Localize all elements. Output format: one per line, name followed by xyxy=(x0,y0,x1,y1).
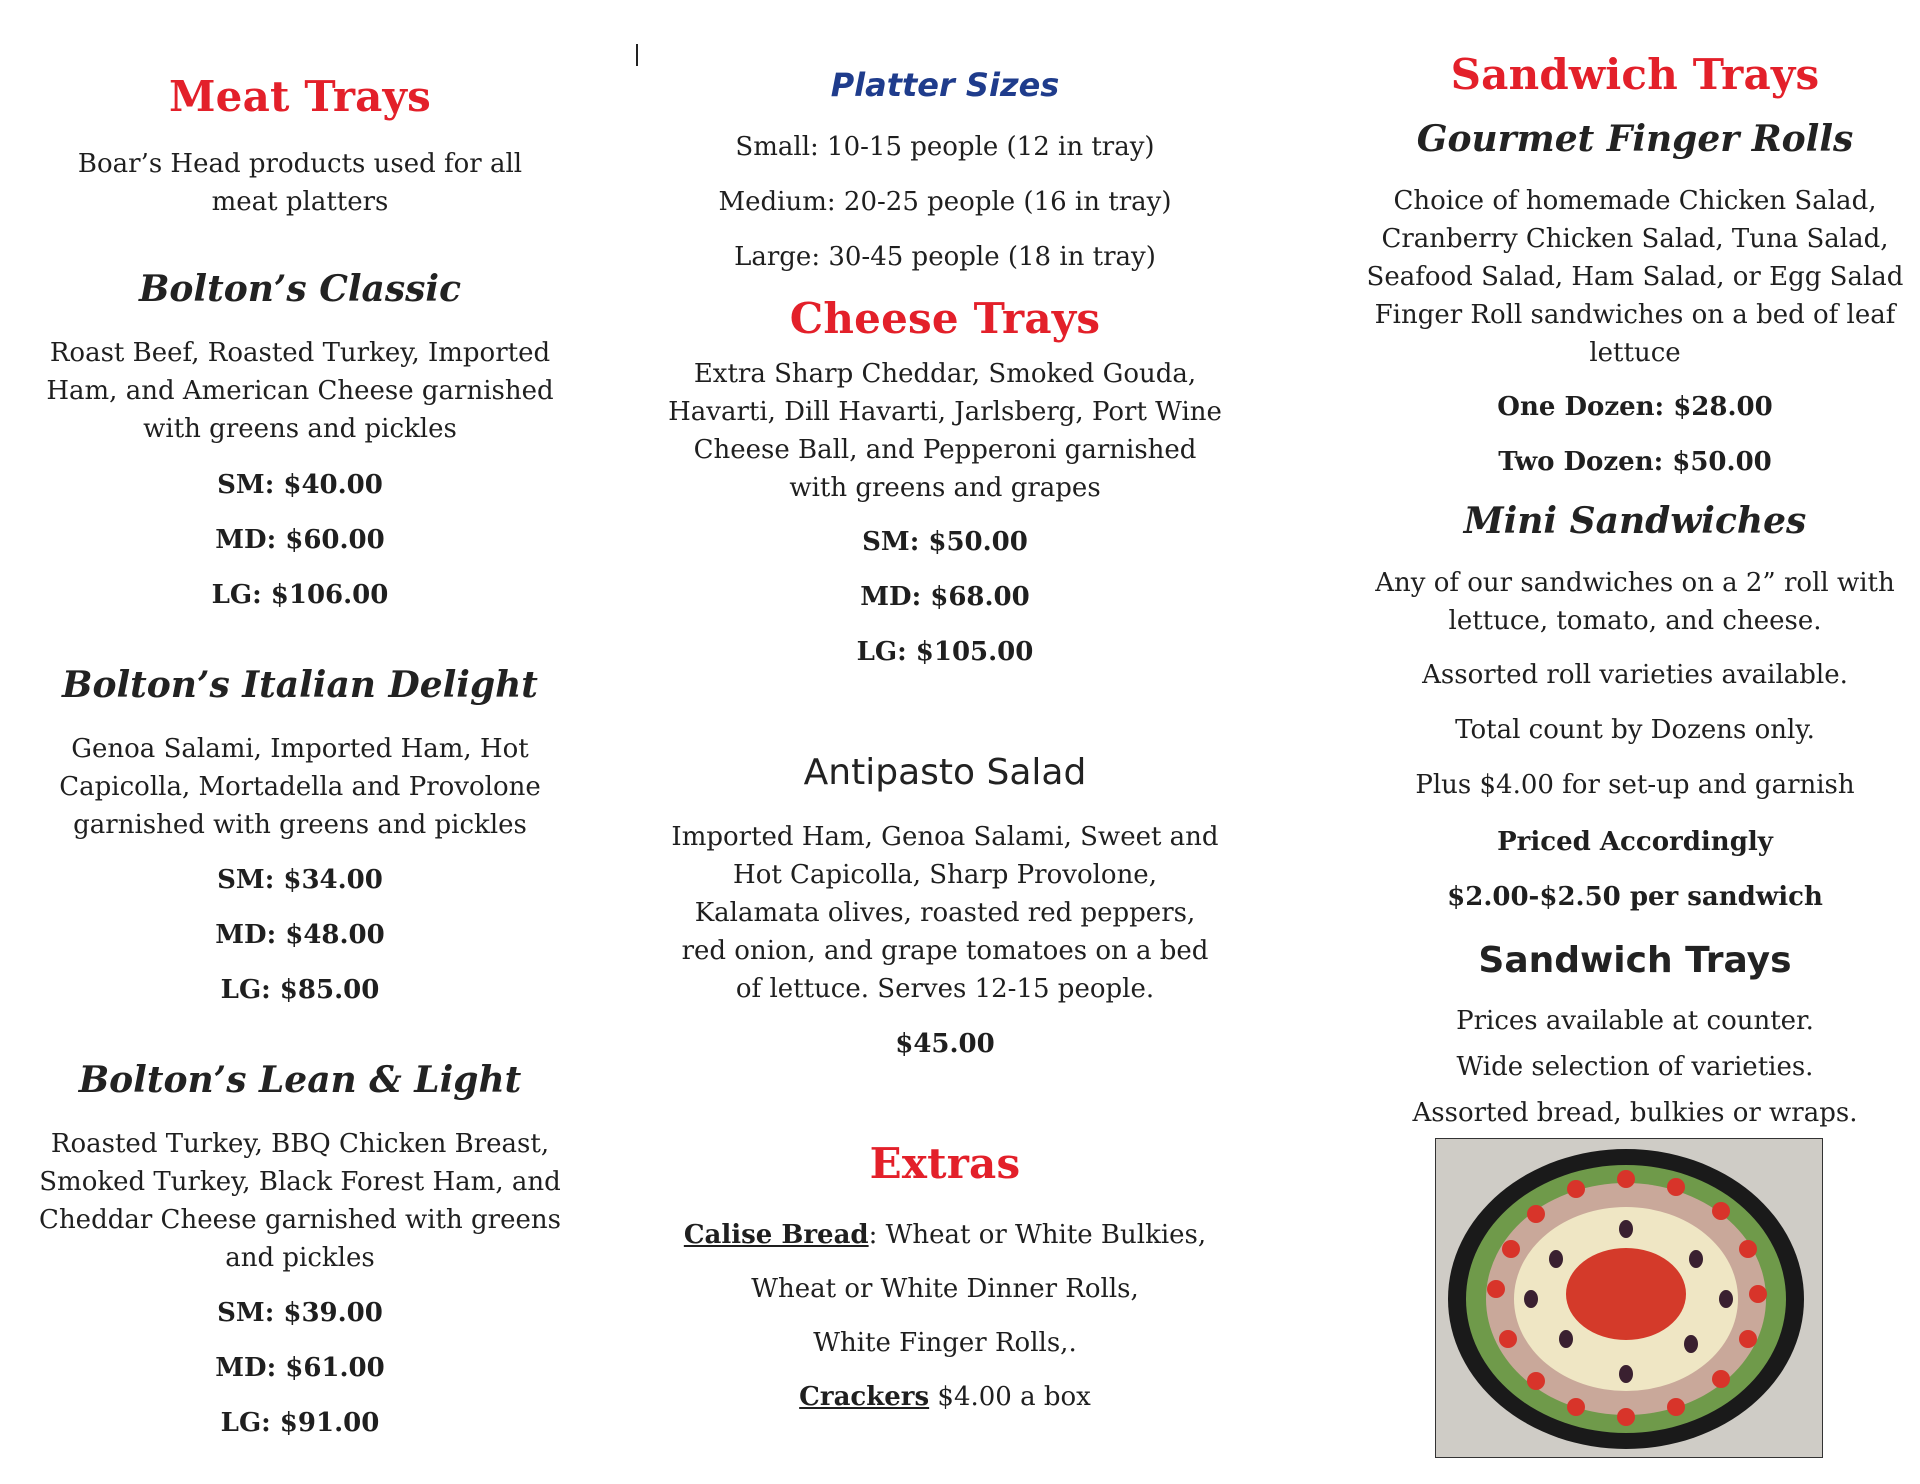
cheese-desc: Extra Sharp Cheddar, Smoked Gouda, Havarti, Dill Havarti, Jarlsberg, Port Wine Cheese Ball, and Pepperoni garnished with greens and grapes xyxy=(668,359,1222,503)
classic-prices: SM: $40.00 MD: $60.00 LG: $106.00 xyxy=(211,470,389,610)
italian-prices: SM: $34.00 MD: $48.00 LG: $85.00 xyxy=(215,865,385,1005)
mini-lines: Assorted roll varieties available. Total count by Dozens only. Plus $4.00 for set-up and garnish xyxy=(1415,660,1855,800)
lean-title: Bolton’s Lean & Light xyxy=(78,1059,522,1101)
lean-prices: SM: $39.00 MD: $61.00 LG: $91.00 xyxy=(215,1298,385,1438)
extras-list: Calise Bread: Wheat or White Bulkies, Wheat or White Dinner Rolls, White Finger Rolls,. Crackers $4.00 a box xyxy=(650,1208,1240,1424)
text-cursor xyxy=(636,44,638,66)
classic-title: Bolton’s Classic xyxy=(138,268,462,310)
sandwich-trays-lines: Prices available at counter. Wide selection of varieties. Assorted bread, bulkies or wraps. xyxy=(1412,1006,1858,1128)
mini-desc: Any of our sandwiches on a 2” roll with lettuce, tomato, and cheese. xyxy=(1375,568,1895,636)
crackers-label: Crackers xyxy=(799,1382,930,1412)
meat-trays-title: Meat Trays xyxy=(168,72,432,121)
extras-bread-line: Calise Bread: Wheat or White Bulkies, xyxy=(683,1220,1207,1250)
meat-intro: Boar’s Head products used for all meat platters xyxy=(77,149,523,217)
classic-desc: Roast Beef, Roasted Turkey, Imported Ham, and American Cheese garnished with greens and pickles xyxy=(46,338,554,444)
calise-bread-label: Calise Bread xyxy=(683,1220,869,1250)
antipasto-title: Antipasto Salad xyxy=(803,752,1087,793)
platter-sizes-title: Platter Sizes xyxy=(830,66,1060,104)
antipasto-platter-photo xyxy=(1435,1138,1823,1458)
finger-rolls-prices: One Dozen: $28.00 Two Dozen: $50.00 xyxy=(1497,392,1773,477)
platter-illustration xyxy=(1436,1139,1822,1457)
mini-sandwiches-title: Mini Sandwiches xyxy=(1463,500,1807,542)
italian-title: Bolton’s Italian Delight xyxy=(62,664,538,706)
finger-rolls-title: Gourmet Finger Rolls xyxy=(1416,118,1854,160)
platter-sizes-list: Small: 10-15 people (12 in tray) Medium: 20-25 people (16 in tray) Large: 30-45 people (18 in tray) xyxy=(718,132,1172,272)
extras-title: Extras xyxy=(869,1139,1021,1188)
antipasto-price: $45.00 xyxy=(895,1029,995,1059)
extras-crackers-line: Crackers $4.00 a box xyxy=(799,1382,1091,1412)
sandwich-trays-title: Sandwich Trays xyxy=(1450,50,1820,99)
cheese-trays-title: Cheese Trays xyxy=(789,294,1101,343)
finger-rolls-desc: Choice of homemade Chicken Salad, Cranberry Chicken Salad, Tuna Salad, Seafood Salad, Ham Salad, or Egg Salad Finger Roll sandwiches on a bed of leaf lettuce xyxy=(1366,186,1904,368)
italian-desc: Genoa Salami, Imported Ham, Hot Capicolla, Mortadella and Provolone garnished with greens and pickles xyxy=(59,734,541,840)
mini-pricing: Priced Accordingly $2.00-$2.50 per sandwich xyxy=(1447,827,1823,912)
lean-desc: Roasted Turkey, BBQ Chicken Breast, Smoked Turkey, Black Forest Ham, and Cheddar Cheese garnished with greens and pickles xyxy=(39,1129,561,1273)
cheese-prices: SM: $50.00 MD: $68.00 LG: $105.00 xyxy=(856,527,1034,667)
sandwich-trays-subtitle: Sandwich Trays xyxy=(1478,940,1792,981)
antipasto-desc: Imported Ham, Genoa Salami, Sweet and Hot Capicolla, Sharp Provolone, Kalamata olives, roasted red peppers, red onion, and grape tomatoes on a bed of lettuce. Serves 12-15 people. xyxy=(671,822,1219,1004)
